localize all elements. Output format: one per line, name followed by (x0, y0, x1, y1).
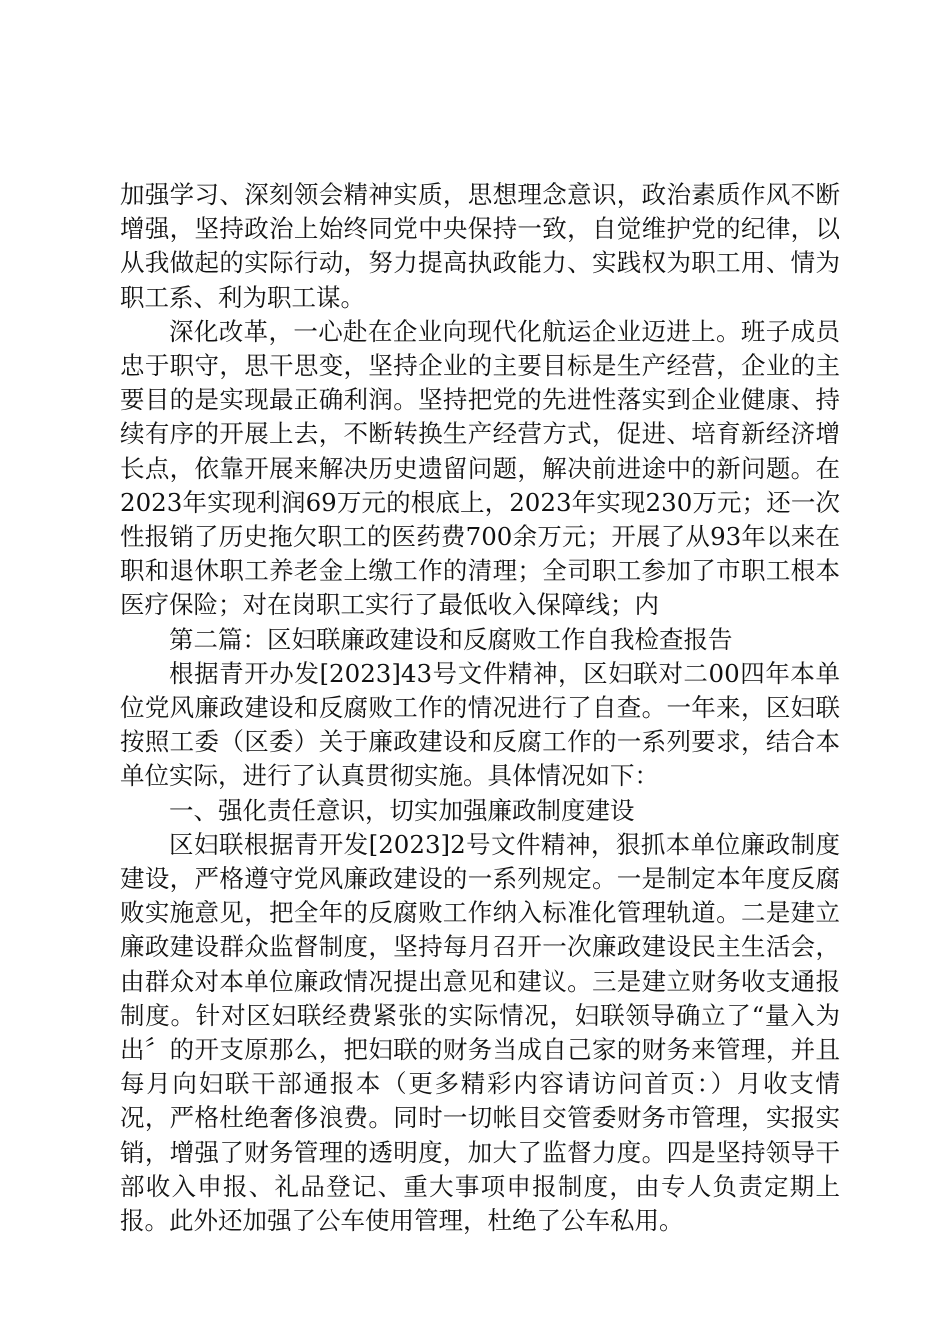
section-heading: 第二篇：区妇联廉政建设和反腐败工作自我检查报告 (169, 624, 733, 654)
subsection-heading: 一、强化责任意识，切实加强廉政制度建设 (169, 795, 635, 825)
paragraph-2: 深化改革，一心赴在企业向现代化航运企业迈进上。班子成员忠于职守，思干思变，坚持企业的主要目标是生产经营，企业的主要目的是实现最正确利润。坚持把党的先进性落实到企业健康、持续有序的开展上去，不断转换生产经营方式，促进、培育新经济增长点，依靠开展来解决历史遗留问题，解决前进途中的新问题。在2023年实现利润69万元的根底上，2023年实现230万元；还一次性报销了历史拖欠职工的医药费700余万元；开展了从93年以来在职和退休职工养老金上缴工作的清理；全司职工参加了市职工根本医疗保险；对在岗职工实行了最低收入保障线；内 (120, 316, 840, 620)
paragraph-4: 区妇联根据青开发[2023]2号文件精神，狠抓本单位廉政制度建设，严格遵守党风廉政建设的一系列规定。一是制定本年度反腐败实施意见，把全年的反腐败工作纳入标准化管理轨道。二是建立廉政建设群众监督制度，坚持每月召开一次廉政建设民主生活会，由群众对本单位廉政情况提出意见和建议。三是建立财务收支通报制度。针对区妇联经费紧张的实际情况，妇联领导确立了“量入为出〞的开支原那么，把妇联的财务当成自己家的财务来管理，并且每月向妇联干部通报本（更多精彩内容请访问首页：）月收支情况，严格杜绝奢侈浪费。同时一切帐目交管委财务市管理，实报实销，增强了财务管理的透明度，加大了监督力度。四是坚持领导干部收入申报、礼品登记、重大事项申报制度，由专人负责定期上报。此外还加强了公车使用管理，杜绝了公车私用。 (120, 829, 840, 1236)
document-page (120, 178, 840, 1238)
paragraph-1: 加强学习、深刻领会精神实质，思想理念意识，政治素质作风不断增强，坚持政治上始终同党中央保持一致，自觉维护党的纪律，以从我做起的实际行动，努力提高执政能力、实践权为职工用、情为职工系、利为职工谋。 (120, 180, 840, 312)
paragraph-3: 根据青开办发[2023]43号文件精神，区妇联对二00四年本单位党风廉政建设和反腐败工作的情况进行了自查。一年来，区妇联按照工委（区委）关于廉政建设和反腐工作的一系列要求，结合本单位实际，进行了认真贯彻实施。具体情况如下： (120, 658, 840, 791)
